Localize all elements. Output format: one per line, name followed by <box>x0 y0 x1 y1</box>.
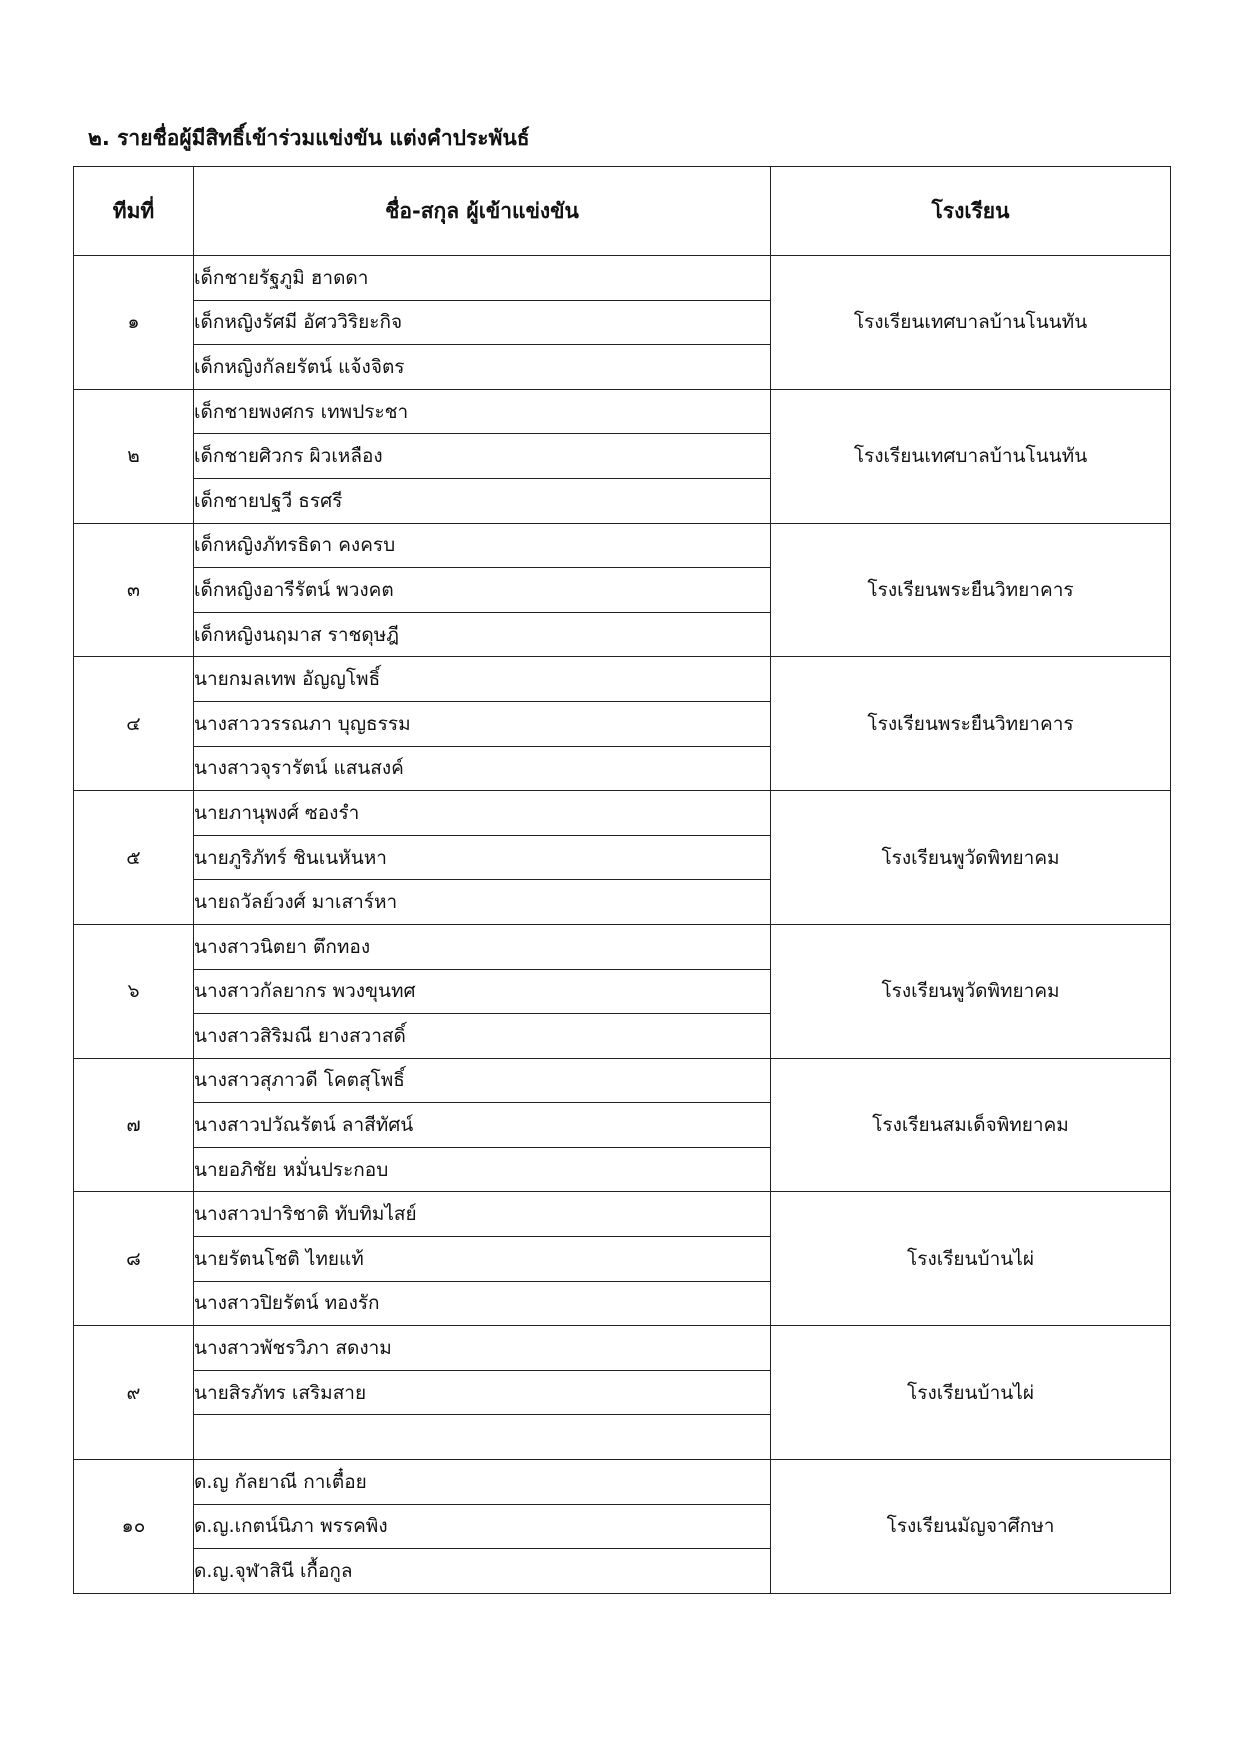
header-school: โรงเรียน <box>771 167 1171 256</box>
table-row <box>74 256 1171 301</box>
table-row <box>74 1460 1171 1505</box>
member-name-cell: นายภานุพงศ์ ซองรำ <box>194 791 771 836</box>
table-row <box>74 389 1171 434</box>
member-name-cell: เด็กหญิงกัลยรัตน์ แจ้งจิตร <box>194 345 771 390</box>
table-row <box>74 1192 1171 1237</box>
member-name-cell: นางสาวจุรารัตน์ แสนสงค์ <box>194 746 771 791</box>
team-number-cell: ๕ <box>74 791 194 925</box>
member-name-cell <box>194 1415 771 1460</box>
member-name-cell: ด.ญ กัลยาณี กาเตื๋อย <box>194 1460 771 1505</box>
table-row <box>74 523 1171 568</box>
school-cell: โรงเรียนพระยืนวิทยาคาร <box>771 523 1171 657</box>
roster-table <box>73 166 1171 1594</box>
header-member-name: ชื่อ-สกุล ผู้เข้าแข่งขัน <box>194 167 771 256</box>
school-cell: โรงเรียนสมเด็จพิทยาคม <box>771 1058 1171 1192</box>
team-number-cell: ๗ <box>74 1058 194 1192</box>
member-name-cell: เด็กหญิงอารีรัตน์ พวงคต <box>194 568 771 613</box>
page-heading: ๒. รายชื่อผู้มีสิทธิ์เข้าร่วมแข่งขัน แต่งคำประพันธ์ <box>88 126 530 150</box>
table-header-row <box>74 167 1171 256</box>
member-name-cell: นายถวัลย์วงศ์ มาเสาร์หา <box>194 880 771 925</box>
member-name-cell: นางสาวพัชรวิภา สดงาม <box>194 1326 771 1371</box>
member-name-cell: นายอภิชัย หมั่นประกอบ <box>194 1147 771 1192</box>
roster-body <box>74 256 1171 1594</box>
member-name-cell: นางสาวกัลยากร พวงขุนทศ <box>194 969 771 1014</box>
member-name-cell: นายกมลเทพ อัญญโพธิ์ <box>194 657 771 702</box>
team-number-cell: ๔ <box>74 657 194 791</box>
team-number-cell: ๖ <box>74 924 194 1058</box>
member-name-cell: นางสาวปาริชาติ ทับทิมไสย์ <box>194 1192 771 1237</box>
member-name-cell: นางสาวสิริมณี ยางสวาสดิ์ <box>194 1014 771 1059</box>
member-name-cell: นายรัตนโชติ ไทยแท้ <box>194 1237 771 1282</box>
school-cell: โรงเรียนมัญจาศึกษา <box>771 1460 1171 1594</box>
school-cell: โรงเรียนบ้านไผ่ <box>771 1192 1171 1326</box>
school-cell: โรงเรียนพูวัดพิทยาคม <box>771 791 1171 925</box>
member-name-cell: นายสิรภัทร เสริมสาย <box>194 1370 771 1415</box>
member-name-cell: ด.ญ.จุฬาสินี เกื้อกูล <box>194 1549 771 1594</box>
member-name-cell: นางสาวปิยรัตน์ ทองรัก <box>194 1281 771 1326</box>
member-name-cell: นางสาวสุภาวดี โคตสุโพธิ์ <box>194 1058 771 1103</box>
member-name-cell: ด.ญ.เกตน์นิภา พรรคพิง <box>194 1504 771 1549</box>
member-name-cell: เด็กชายปฐวี ธรศรี <box>194 478 771 523</box>
table-row <box>74 791 1171 836</box>
member-name-cell: เด็กชายพงศกร เทพประชา <box>194 389 771 434</box>
member-name-cell: เด็กหญิงภัทรธิดา คงครบ <box>194 523 771 568</box>
member-name-cell: เด็กหญิงรัศมี อัศววิริยะกิจ <box>194 300 771 345</box>
team-number-cell: ๓ <box>74 523 194 657</box>
member-name-cell: นายภูริภัทร์ ชินเนหันหา <box>194 835 771 880</box>
member-name-cell: นางสาวนิตยา ตึกทอง <box>194 924 771 969</box>
table-row <box>74 924 1171 969</box>
team-number-cell: ๑๐ <box>74 1460 194 1594</box>
school-cell: โรงเรียนเทศบาลบ้านโนนทัน <box>771 389 1171 523</box>
school-cell: โรงเรียนเทศบาลบ้านโนนทัน <box>771 256 1171 390</box>
team-number-cell: ๑ <box>74 256 194 390</box>
member-name-cell: นางสาวปวัณรัตน์ ลาสีทัศน์ <box>194 1103 771 1148</box>
school-cell: โรงเรียนบ้านไผ่ <box>771 1326 1171 1460</box>
member-name-cell: นางสาววรรณภา บุญธรรม <box>194 701 771 746</box>
team-number-cell: ๘ <box>74 1192 194 1326</box>
member-name-cell: เด็กชายรัฐภูมิ ฮาดดา <box>194 256 771 301</box>
header-team-no: ทีมที่ <box>74 167 194 256</box>
table-row <box>74 1326 1171 1371</box>
team-number-cell: ๙ <box>74 1326 194 1460</box>
school-cell: โรงเรียนพระยืนวิทยาคาร <box>771 657 1171 791</box>
table-row <box>74 657 1171 702</box>
team-number-cell: ๒ <box>74 389 194 523</box>
member-name-cell: เด็กหญิงนฤมาส ราชดุษฎี <box>194 612 771 657</box>
school-cell: โรงเรียนพูวัดพิทยาคม <box>771 924 1171 1058</box>
table-row <box>74 1058 1171 1103</box>
member-name-cell: เด็กชายศิวกร ผิวเหลือง <box>194 434 771 479</box>
